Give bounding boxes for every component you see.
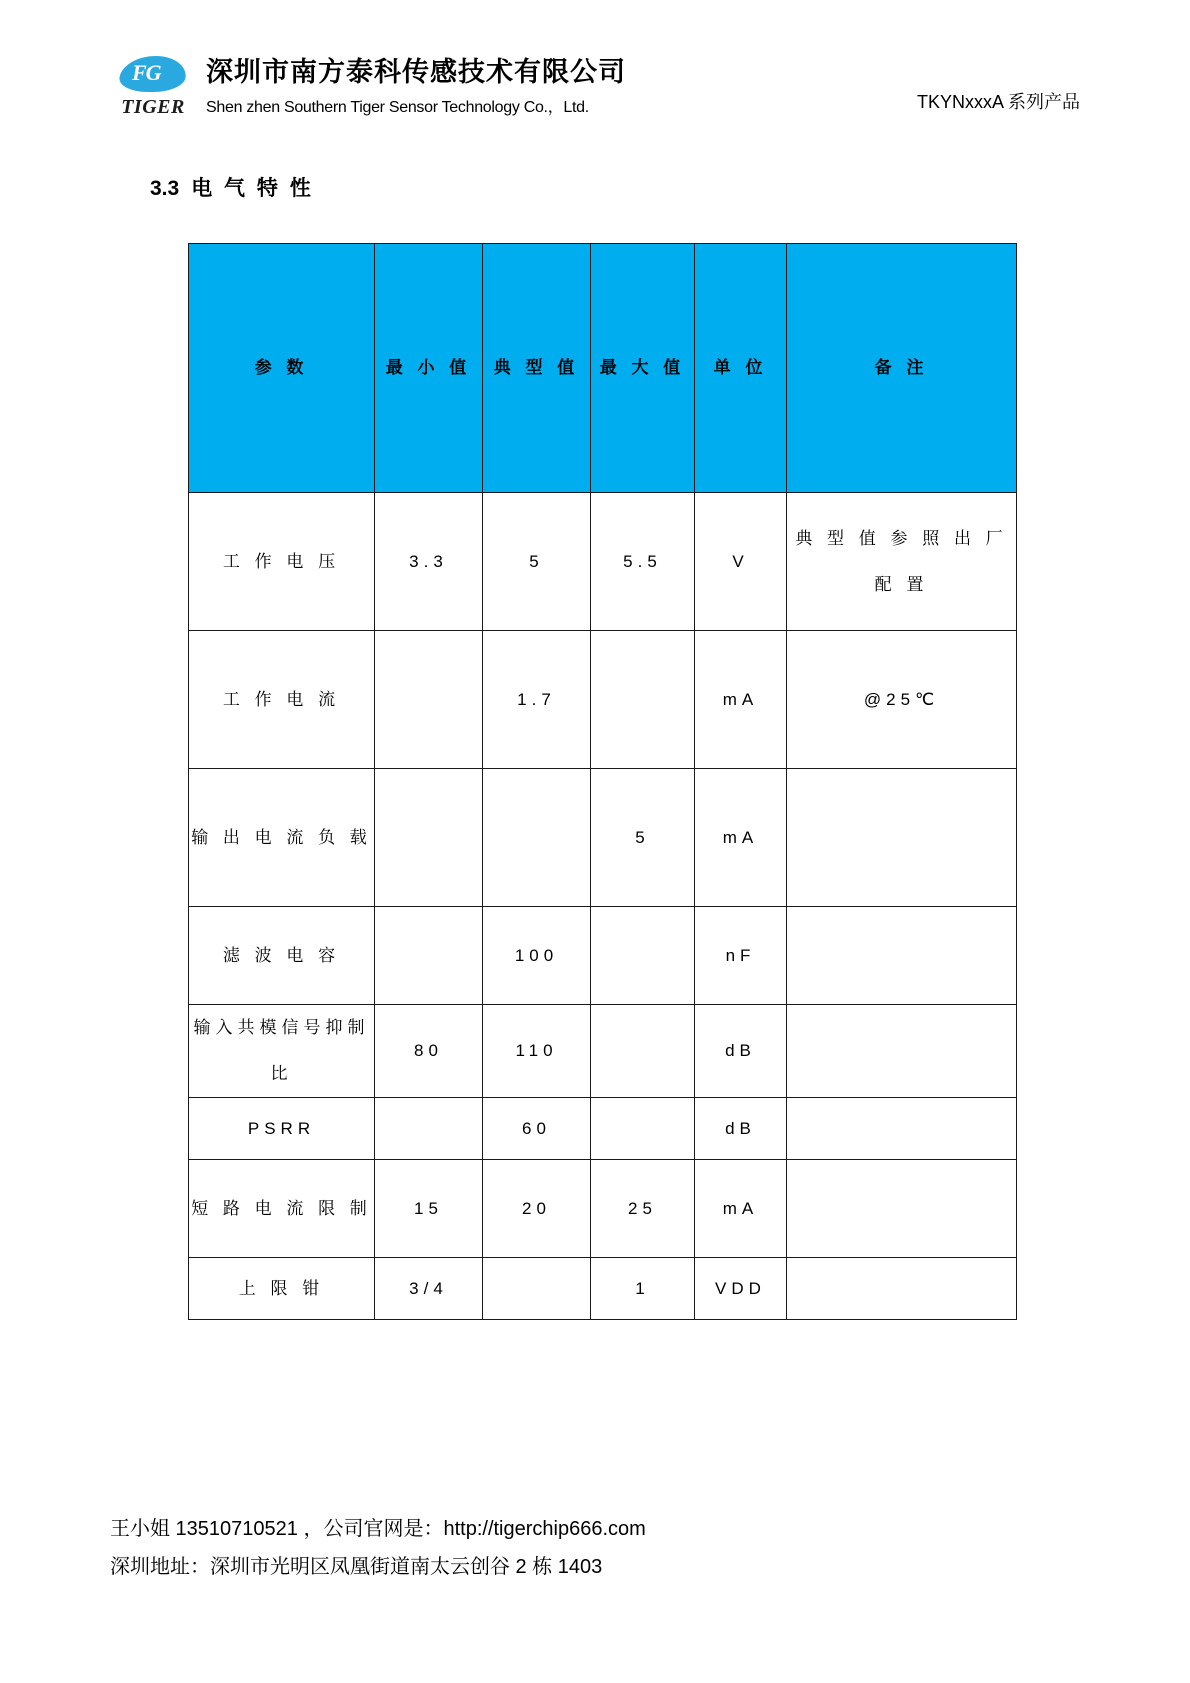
- page-header: [110, 50, 1080, 134]
- cell-remark: [787, 1258, 1017, 1320]
- cell-param: 上 限 钳: [189, 1258, 375, 1320]
- cell-min: 80: [375, 1005, 483, 1098]
- cell-param: 输入共模信号抑制比: [189, 1005, 375, 1098]
- cell-remark: 典 型 值 参 照 出 厂 配 置: [787, 493, 1017, 631]
- table-row: [189, 1258, 1017, 1320]
- table-body: [189, 493, 1017, 1320]
- cell-remark: [787, 907, 1017, 1005]
- cell-typ: 110: [483, 1005, 591, 1098]
- logo-swoosh-icon: [110, 56, 196, 96]
- cell-remark: [787, 1098, 1017, 1160]
- table-row: [189, 493, 1017, 631]
- header-max: 最 大 值: [591, 244, 695, 493]
- cell-typ: 5: [483, 493, 591, 631]
- cell-param: 短 路 电 流 限 制: [189, 1160, 375, 1258]
- section-title-text: 电 气 特 性: [191, 177, 314, 200]
- cell-unit: mA: [695, 769, 787, 907]
- cell-min: [375, 907, 483, 1005]
- table-header-row: [189, 244, 1017, 493]
- cell-param: 工 作 电 流: [189, 631, 375, 769]
- cell-unit: mA: [695, 1160, 787, 1258]
- cell-unit: V: [695, 493, 787, 631]
- cell-min: [375, 769, 483, 907]
- table-row: [189, 1098, 1017, 1160]
- header-min: 最 小 值: [375, 244, 483, 493]
- cell-unit: dB: [695, 1098, 787, 1160]
- company-logo: [110, 56, 196, 120]
- cell-min: [375, 631, 483, 769]
- cell-remark: [787, 1160, 1017, 1258]
- cell-remark: @25℃: [787, 631, 1017, 769]
- cell-param: PSRR: [189, 1098, 375, 1160]
- cell-unit: dB: [695, 1005, 787, 1098]
- cell-typ: 1.7: [483, 631, 591, 769]
- cell-typ: 60: [483, 1098, 591, 1160]
- document-series-label: TKYNxxxA 系列产品: [916, 92, 1080, 112]
- cell-max: 25: [591, 1160, 695, 1258]
- cell-min: 3/4: [375, 1258, 483, 1320]
- cell-remark: [787, 1005, 1017, 1098]
- cell-typ: [483, 1258, 591, 1320]
- header-remark: 备 注: [787, 244, 1017, 493]
- page-footer: [110, 1510, 1090, 1586]
- cell-min: 15: [375, 1160, 483, 1258]
- cell-max: [591, 631, 695, 769]
- table-header: [189, 244, 1017, 493]
- cell-min: [375, 1098, 483, 1160]
- table-row: [189, 907, 1017, 1005]
- cell-remark: [787, 769, 1017, 907]
- cell-unit: VDD: [695, 1258, 787, 1320]
- cell-max: [591, 907, 695, 1005]
- cell-unit: nF: [695, 907, 787, 1005]
- header-param: 参 数: [189, 244, 375, 493]
- cell-param: 工 作 电 压: [189, 493, 375, 631]
- logo-wordmark: TIGER: [121, 96, 185, 118]
- cell-max: [591, 1005, 695, 1098]
- header-unit: 单 位: [695, 244, 787, 493]
- cell-typ: [483, 769, 591, 907]
- table-row: [189, 769, 1017, 907]
- cell-param: 滤 波 电 容: [189, 907, 375, 1005]
- cell-unit: mA: [695, 631, 787, 769]
- company-name-en: Shen zhen Southern Tiger Sensor Technology Co.，Ltd.: [206, 99, 589, 116]
- electrical-characteristics-table: [188, 243, 1017, 1320]
- logo-monogram: FG: [132, 60, 161, 85]
- cell-max: 5.5: [591, 493, 695, 631]
- header-typ: 典 型 值: [483, 244, 591, 493]
- cell-param: 输 出 电 流 负 载: [189, 769, 375, 907]
- cell-max: 1: [591, 1258, 695, 1320]
- footer-contact-line: 王小姐 13510710521 ，公司官网是：http://tigerchip666.com: [110, 1518, 646, 1540]
- electrical-characteristics-table-wrapper: [188, 243, 1016, 1320]
- cell-min: 3.3: [375, 493, 483, 631]
- section-number: 3.3: [150, 177, 180, 200]
- cell-max: 5: [591, 769, 695, 907]
- table-row: [189, 631, 1017, 769]
- cell-typ: 20: [483, 1160, 591, 1258]
- footer-address-line: 深圳地址：深圳市光明区凤凰街道南太云创谷 2 栋 1403: [110, 1556, 603, 1578]
- section-heading: [150, 172, 314, 202]
- company-name-cn: 深圳市南方泰科传感技术有限公司: [206, 57, 626, 87]
- table-row: [189, 1160, 1017, 1258]
- cell-typ: 100: [483, 907, 591, 1005]
- cell-max: [591, 1098, 695, 1160]
- table-row: [189, 1005, 1017, 1098]
